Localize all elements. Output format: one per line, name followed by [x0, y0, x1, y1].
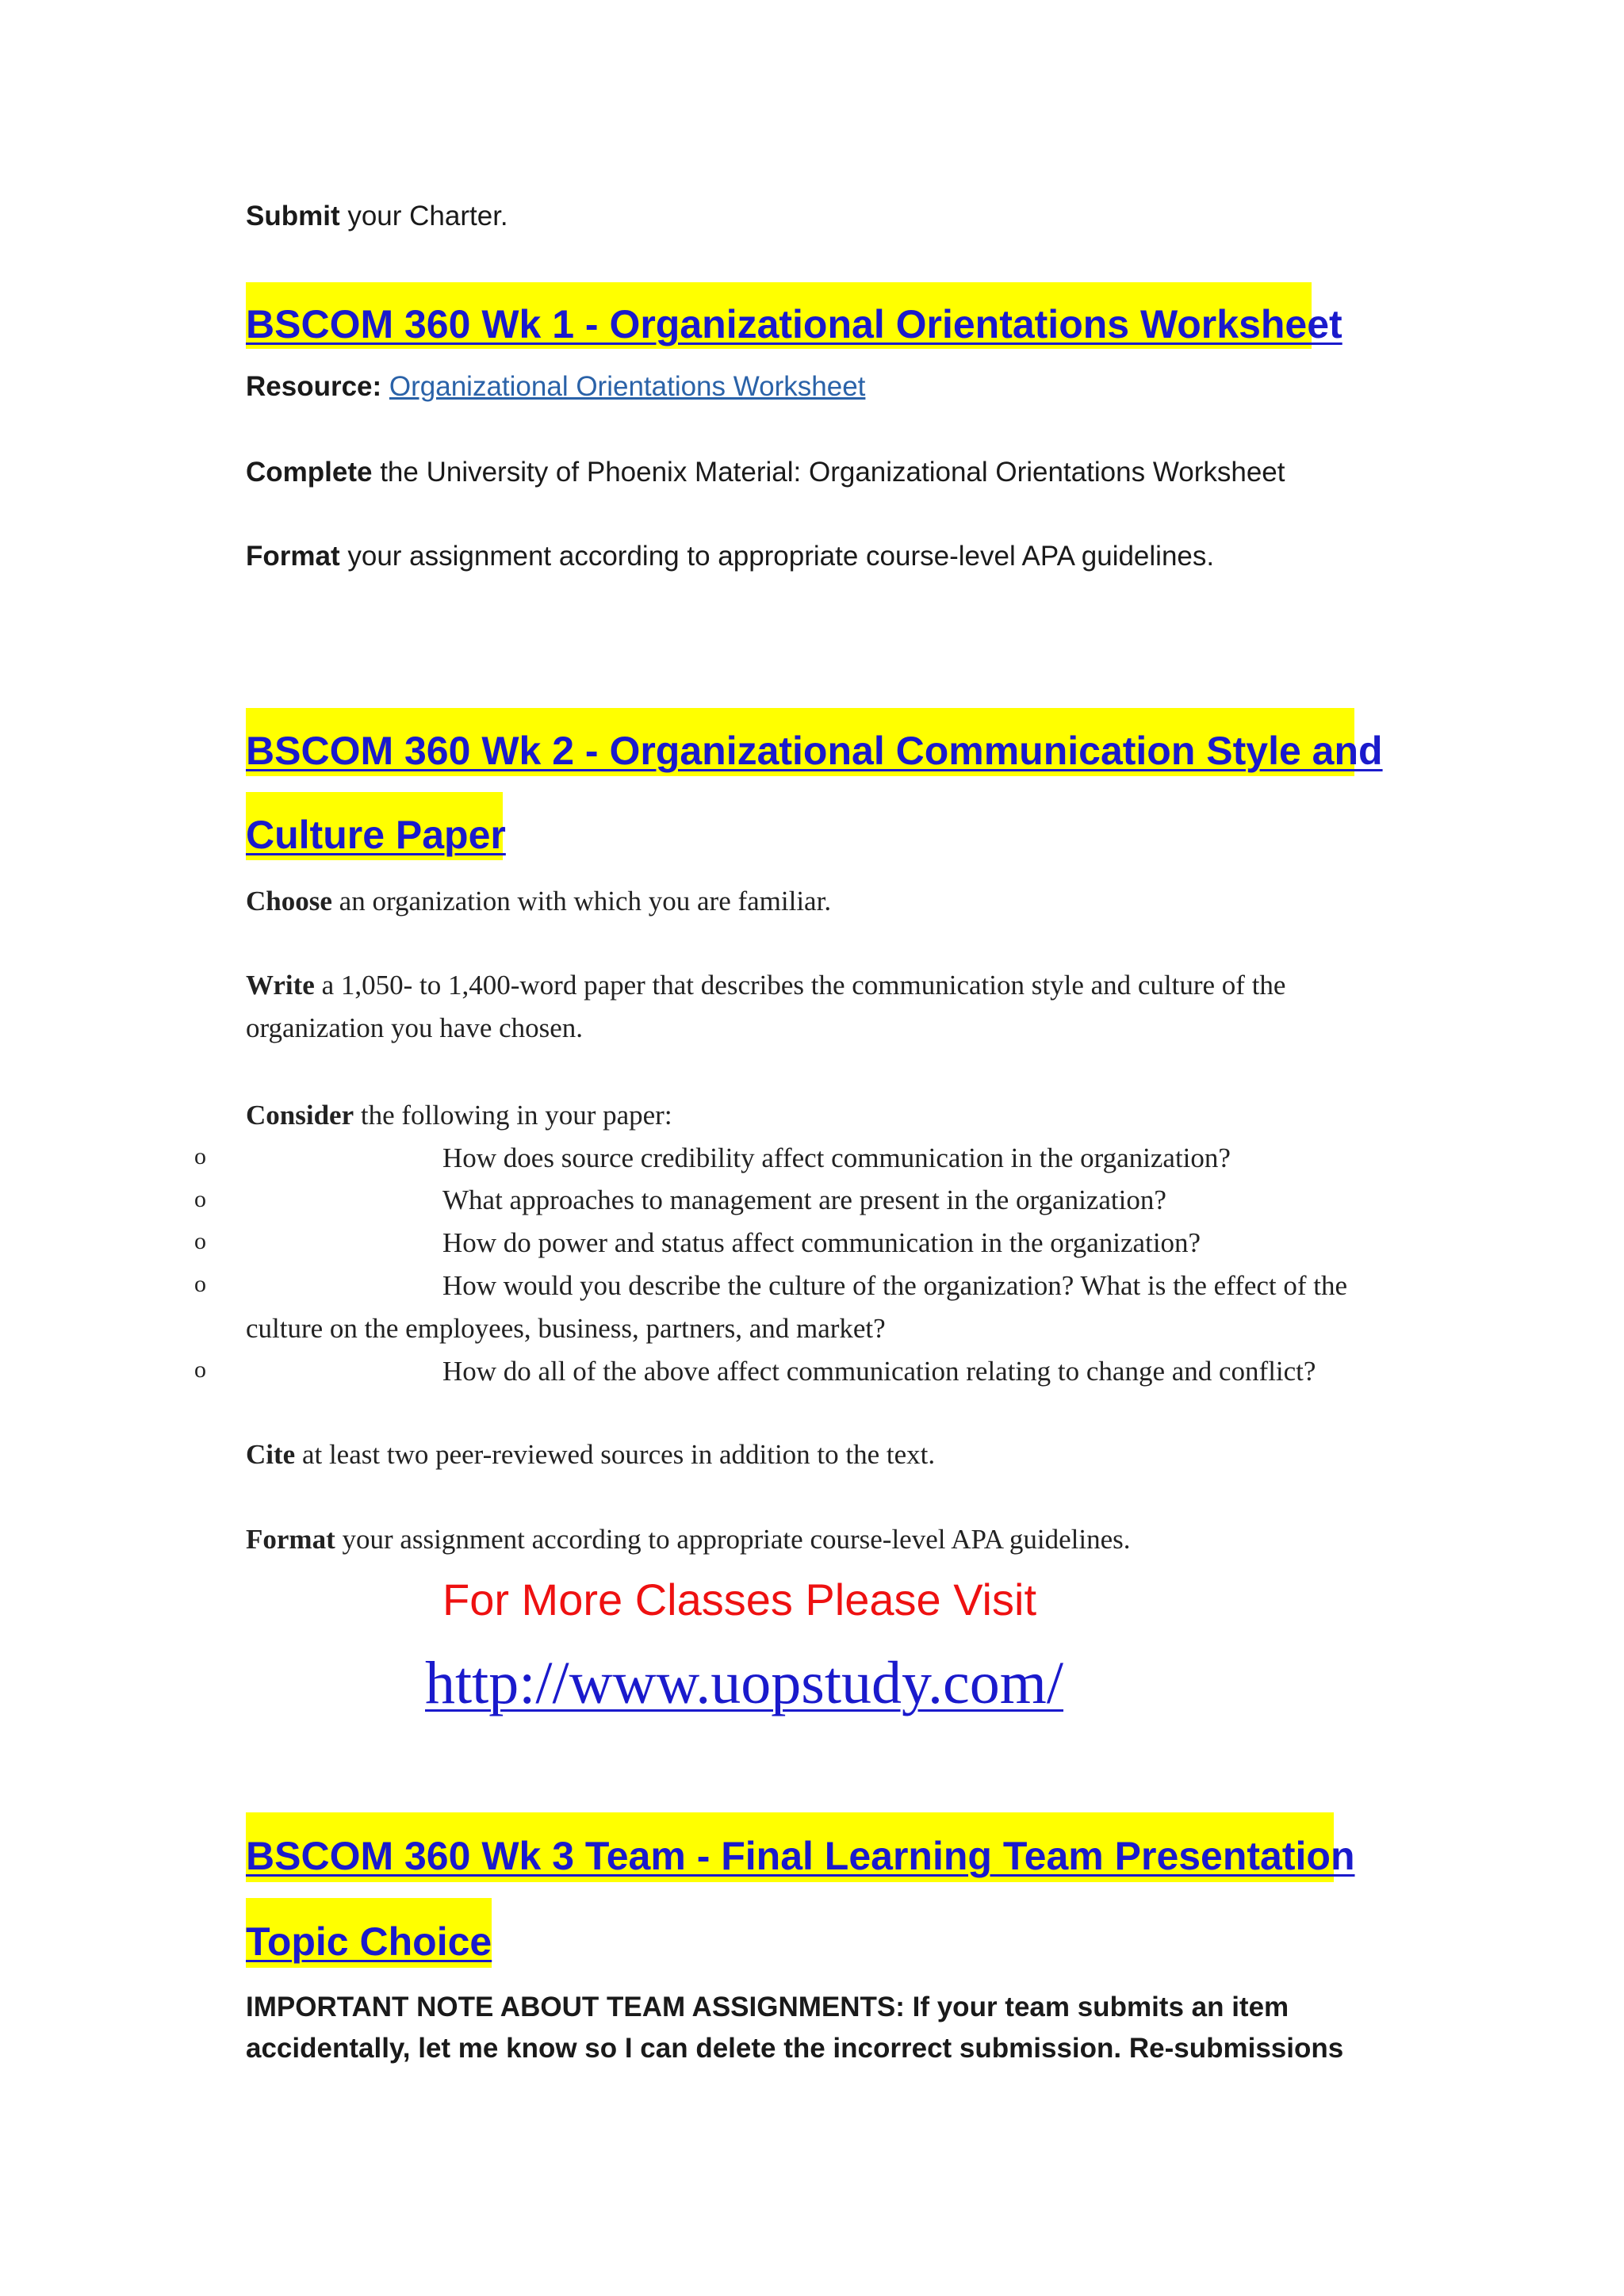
bullet-marker-3: o: [194, 1228, 206, 1254]
question-4: How would you describe the culture of the organization? What is the effect of the: [442, 1270, 1348, 1301]
wk2-choose-text: an organization with which you are familiar.: [331, 886, 832, 916]
wk2-format-line: [246, 1521, 1131, 1558]
wk1-complete-bold: Complete: [246, 457, 373, 488]
wk2-write-line2: organization you have chosen.: [246, 1012, 584, 1043]
bullet-marker-2: o: [194, 1186, 206, 1212]
wk1-complete-text: the University of Phoenix Material: Organizational Orientations Worksheet: [372, 457, 1285, 488]
wk2-format-bold: Format: [246, 1524, 335, 1555]
wk1-format-bold: Format: [246, 541, 340, 572]
wk3-note-line1: IMPORTANT NOTE ABOUT TEAM ASSIGNMENTS: If your team submits an item: [246, 1992, 1289, 2022]
wk2-cite-bold: Cite: [246, 1439, 296, 1470]
wk1-heading[interactable]: BSCOM 360 Wk 1 - Organizational Orientations Worksheet: [246, 302, 1342, 346]
wk2-cite-line: [246, 1437, 935, 1473]
question-3: How do power and status affect communication in the organization?: [442, 1227, 1201, 1258]
intro-text: your Charter.: [339, 201, 508, 232]
wk3-heading-line1[interactable]: BSCOM 360 Wk 3 Team - Final Learning Team Presentation: [246, 1834, 1355, 1878]
promo-url-link[interactable]: http://www.uopstudy.com/: [425, 1650, 1064, 1716]
bullet-marker-5: o: [194, 1357, 206, 1383]
wk2-consider-bold: Consider: [246, 1100, 354, 1131]
wk2-write-bold: Write: [246, 970, 315, 1001]
wk2-heading-line1[interactable]: BSCOM 360 Wk 2 - Organizational Communication Style and: [246, 729, 1383, 773]
bullet-marker-1: o: [194, 1143, 206, 1169]
wk2-cite-text: at least two peer-reviewed sources in addition to the text.: [295, 1439, 936, 1470]
wk1-format-line: [246, 538, 1214, 575]
question-2: What approaches to management are present in the organization?: [442, 1184, 1166, 1215]
wk2-write-text: a 1,050- to 1,400-word paper that describes the communication style and culture of the: [314, 970, 1286, 1001]
promo-text: For More Classes Please Visit: [442, 1575, 1036, 1624]
wk1-format-text: your assignment according to appropriate course-level APA guidelines.: [339, 541, 1215, 572]
question-4-continuation: culture on the employees, business, partners, and market?: [246, 1313, 886, 1344]
wk2-format-text: your assignment according to appropriate course-level APA guidelines.: [335, 1524, 1131, 1555]
wk1-resource-label: Resource:: [246, 371, 382, 402]
bullet-marker-4: o: [194, 1271, 206, 1297]
wk3-heading-line2[interactable]: Topic Choice: [246, 1919, 492, 1964]
wk1-complete-line: [246, 454, 1285, 491]
intro-line: [246, 198, 508, 235]
wk2-write-line1: [246, 967, 1285, 1004]
wk3-note-line2: accidentally, let me know so I can delete the incorrect submission. Re-submissions: [246, 2033, 1344, 2064]
wk1-resource-link[interactable]: Organizational Orientations Worksheet: [389, 371, 866, 402]
question-1: How does source credibility affect communication in the organization?: [442, 1142, 1231, 1173]
question-5: How do all of the above affect communication relating to change and conflict?: [442, 1356, 1316, 1387]
wk2-heading-line2[interactable]: Culture Paper: [246, 813, 506, 857]
wk1-resource-line: [246, 369, 865, 405]
wk2-choose-bold: Choose: [246, 886, 332, 916]
intro-bold: Submit: [246, 201, 340, 232]
wk2-consider-text: the following in your paper:: [354, 1100, 672, 1131]
wk2-consider-line: [246, 1097, 672, 1134]
wk2-choose-line: [246, 883, 831, 920]
